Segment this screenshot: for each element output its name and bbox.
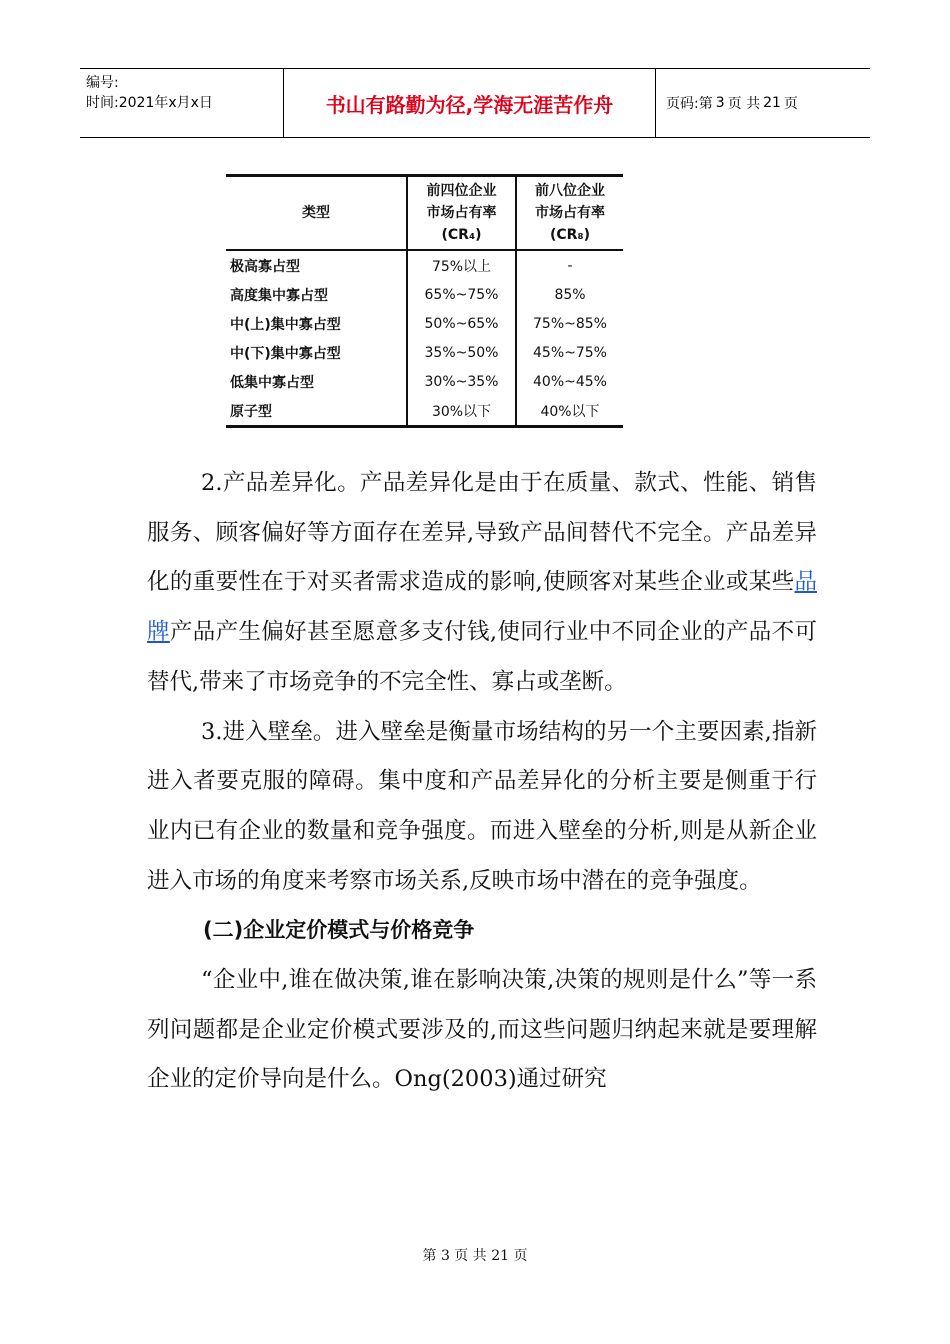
row-type: 原子型 [230,403,272,420]
paragraph-pricing-model: “企业中,谁在做决策,谁在影响决策,决策的规则是什么”等一系列问题都是企业定价模式要涉及的,而这些问题归纳起来就是要理解企业的定价导向是什么。Ong(2003)通过研究 [147,967,817,1093]
document-body [147,459,817,1105]
brand-link[interactable]: 品牌 [147,569,817,646]
table-header-row [226,176,623,251]
row-cr8: 85% [516,280,623,309]
number-label: 编号: [86,75,119,91]
time-label: 时间:2021年x月x日 [86,95,213,111]
page-header [80,68,870,138]
table-row [226,309,623,338]
row-cr4: 35%~50% [407,338,516,367]
row-cr4: 30%以下 [407,396,516,427]
page-prefix: 页码:第 [666,96,713,112]
page-suffix: 页 [783,96,798,112]
row-cr4: 50%~65% [407,309,516,338]
row-cr4: 30%~35% [407,367,516,396]
page-current: 3 [715,95,725,111]
header-cr8: 前八位企业 市场占有率 (CR₈) [516,176,623,251]
row-type: 高度集中寡占型 [230,287,328,304]
header-type: 类型 [302,205,330,221]
section-subheading: (二)企业定价模式与价格竞争 [203,918,475,943]
row-type: 低集中寡占型 [230,374,314,391]
row-cr8: 40%以下 [516,396,623,427]
row-cr4: 75%以上 [407,250,516,280]
row-cr4: 65%~75% [407,280,516,309]
row-cr8: 40%~45% [516,367,623,396]
header-cr4: 前四位企业 市场占有率 (CR₄) [407,176,516,251]
header-page-info [656,69,870,137]
paragraph-entry-barriers: 3.进入壁垒。进入壁垒是衡量市场结构的另一个主要因素,指新进入者要克服的障碍。集中度和产品差异化的分析主要是侧重于行业内已有企业的数量和竞争强度。而进入壁垒的分析,则是从新企业进入市场的角度来考察市场关系,反映市场中潜在的竞争强度。 [147,718,817,894]
header-motto: 书山有路勤为径,学海无涯苦作舟 [283,69,656,137]
table-row [226,367,623,396]
row-cr8: 45%~75% [516,338,623,367]
paragraph-product-differentiation: 2.产品差异化。产品差异化是由于在质量、款式、性能、销售服务、顾客偏好等方面存在差异,导致产品间替代不完全。产品差异化的重要性在于对买者需求造成的影响,使顾客对某些企业或某些品牌产品产生偏好甚至愿意多支付钱,使同行业中不同企业的产品不可替代,带来了市场竞争的不完全性、寡占或垄断。 [147,470,817,695]
row-cr8: - [516,250,623,280]
row-type: 极高寡占型 [230,258,300,275]
row-type: 中(上)集中寡占型 [230,316,341,333]
table-row [226,280,623,309]
page-middle: 页 共 [727,96,761,112]
table-row [226,396,623,427]
concentration-table [226,174,623,428]
page-footer: 第 3 页 共 21 页 [422,1248,528,1264]
table-row [226,250,623,280]
table-row [226,338,623,367]
header-meta [80,69,283,137]
row-cr8: 75%~85% [516,309,623,338]
page-total: 21 [763,95,781,111]
row-type: 中(下)集中寡占型 [230,345,341,362]
